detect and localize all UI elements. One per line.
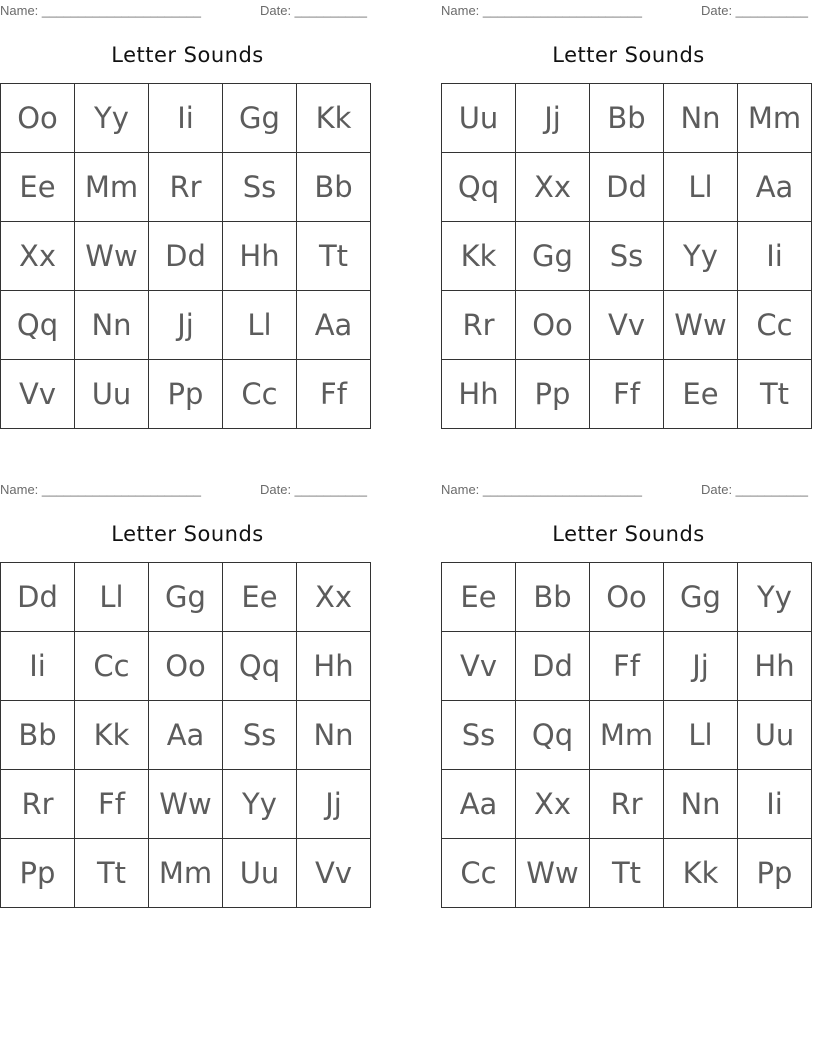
letter-grid	[441, 83, 812, 429]
letter-cell: Ll	[223, 291, 297, 360]
letter-cell: Xx	[516, 153, 590, 222]
letter-cell: Ff	[590, 360, 664, 429]
worksheet-1	[0, 0, 375, 436]
letter-cell: Ss	[223, 701, 297, 770]
grid-row	[1, 770, 371, 839]
letter-cell: Ll	[664, 701, 738, 770]
letter-cell: Oo	[1, 84, 75, 153]
letter-cell: Nn	[297, 701, 371, 770]
letter-cell: Kk	[75, 701, 149, 770]
letter-cell: Uu	[738, 701, 812, 770]
letter-cell: Nn	[664, 770, 738, 839]
grid-row	[442, 360, 812, 429]
letter-cell: Aa	[149, 701, 223, 770]
letter-cell: Aa	[442, 770, 516, 839]
letter-cell: Ll	[75, 563, 149, 632]
letter-cell: Cc	[442, 839, 516, 908]
letter-cell: Tt	[590, 839, 664, 908]
letter-cell: Pp	[149, 360, 223, 429]
letter-cell: Tt	[297, 222, 371, 291]
letter-cell: Ss	[442, 701, 516, 770]
grid-row	[442, 291, 812, 360]
letter-cell: Nn	[664, 84, 738, 153]
letter-cell: Ee	[664, 360, 738, 429]
letter-cell: Ii	[149, 84, 223, 153]
letter-grid	[0, 562, 371, 908]
name-line: Name: ______________________	[0, 3, 201, 18]
letter-cell: Hh	[297, 632, 371, 701]
letter-cell: Gg	[516, 222, 590, 291]
letter-cell: Ff	[590, 632, 664, 701]
grid-row	[442, 84, 812, 153]
letter-cell: Uu	[223, 839, 297, 908]
letter-cell: Qq	[516, 701, 590, 770]
letter-cell: Ee	[1, 153, 75, 222]
grid-row	[1, 632, 371, 701]
letter-cell: Xx	[1, 222, 75, 291]
letter-cell: Kk	[297, 84, 371, 153]
worksheet-title: Letter Sounds	[552, 43, 705, 67]
letter-cell: Ss	[590, 222, 664, 291]
letter-cell: Tt	[75, 839, 149, 908]
letter-cell: Mm	[149, 839, 223, 908]
letter-cell: Ww	[516, 839, 590, 908]
letter-cell: Ii	[738, 770, 812, 839]
letter-cell: Ww	[75, 222, 149, 291]
grid-row	[442, 222, 812, 291]
letter-cell: Yy	[75, 84, 149, 153]
letter-cell: Yy	[223, 770, 297, 839]
letter-cell: Gg	[149, 563, 223, 632]
grid-row	[1, 360, 371, 429]
letter-cell: Xx	[516, 770, 590, 839]
letter-cell: Pp	[516, 360, 590, 429]
letter-cell: Ee	[223, 563, 297, 632]
grid-row	[442, 153, 812, 222]
letter-cell: Dd	[1, 563, 75, 632]
letter-cell: Cc	[75, 632, 149, 701]
letter-cell: Dd	[149, 222, 223, 291]
letter-cell: Rr	[149, 153, 223, 222]
worksheet-3	[0, 479, 375, 915]
letter-cell: Bb	[516, 563, 590, 632]
name-line: Name: ______________________	[0, 482, 201, 497]
letter-cell: Gg	[664, 563, 738, 632]
letter-cell: Ii	[738, 222, 812, 291]
letter-cell: Vv	[297, 839, 371, 908]
grid-row	[1, 291, 371, 360]
worksheet-title: Letter Sounds	[552, 522, 705, 546]
letter-cell: Yy	[738, 563, 812, 632]
letter-cell: Bb	[297, 153, 371, 222]
grid-row	[442, 839, 812, 908]
name-line: Name: ______________________	[441, 482, 642, 497]
letter-cell: Yy	[664, 222, 738, 291]
letter-cell: Ww	[664, 291, 738, 360]
letter-cell: Oo	[590, 563, 664, 632]
letter-cell: Ss	[223, 153, 297, 222]
worksheet-header	[0, 479, 375, 499]
date-line: Date: __________	[701, 482, 808, 497]
letter-cell: Bb	[1, 701, 75, 770]
letter-cell: Cc	[223, 360, 297, 429]
letter-cell: Tt	[738, 360, 812, 429]
letter-cell: Bb	[590, 84, 664, 153]
letter-cell: Ee	[442, 563, 516, 632]
letter-cell: Gg	[223, 84, 297, 153]
grid-row	[1, 563, 371, 632]
grid-row	[1, 222, 371, 291]
letter-cell: Dd	[516, 632, 590, 701]
letter-cell: Ff	[297, 360, 371, 429]
grid-row	[1, 153, 371, 222]
letter-cell: Mm	[590, 701, 664, 770]
letter-cell: Qq	[1, 291, 75, 360]
letter-cell: Jj	[664, 632, 738, 701]
date-line: Date: __________	[260, 3, 367, 18]
letter-cell: Xx	[297, 563, 371, 632]
worksheet-header	[0, 0, 375, 20]
letter-cell: Uu	[75, 360, 149, 429]
worksheet-2	[441, 0, 816, 436]
letter-cell: Ww	[149, 770, 223, 839]
letter-grid	[441, 562, 812, 908]
letter-cell: Aa	[738, 153, 812, 222]
grid-row	[1, 84, 371, 153]
grid-row	[442, 770, 812, 839]
letter-cell: Hh	[442, 360, 516, 429]
letter-grid	[0, 83, 371, 429]
letter-cell: Aa	[297, 291, 371, 360]
letter-cell: Pp	[738, 839, 812, 908]
letter-cell: Ff	[75, 770, 149, 839]
letter-cell: Cc	[738, 291, 812, 360]
worksheet-4	[441, 479, 816, 915]
letter-cell: Mm	[738, 84, 812, 153]
letter-cell: Vv	[590, 291, 664, 360]
letter-cell: Rr	[442, 291, 516, 360]
letter-cell: Dd	[590, 153, 664, 222]
date-line: Date: __________	[260, 482, 367, 497]
letter-cell: Oo	[516, 291, 590, 360]
letter-cell: Rr	[1, 770, 75, 839]
letter-cell: Hh	[223, 222, 297, 291]
grid-row	[1, 839, 371, 908]
letter-cell: Ll	[664, 153, 738, 222]
letter-cell: Vv	[1, 360, 75, 429]
letter-cell: Oo	[149, 632, 223, 701]
worksheet-header	[441, 479, 816, 499]
grid-row	[442, 632, 812, 701]
grid-row	[442, 701, 812, 770]
letter-cell: Pp	[1, 839, 75, 908]
worksheet-title: Letter Sounds	[111, 522, 264, 546]
letter-cell: Hh	[738, 632, 812, 701]
letter-cell: Jj	[149, 291, 223, 360]
date-line: Date: __________	[701, 3, 808, 18]
grid-row	[1, 701, 371, 770]
letter-cell: Uu	[442, 84, 516, 153]
grid-row	[442, 563, 812, 632]
letter-cell: Mm	[75, 153, 149, 222]
letter-cell: Qq	[223, 632, 297, 701]
letter-cell: Jj	[297, 770, 371, 839]
letter-cell: Jj	[516, 84, 590, 153]
letter-cell: Nn	[75, 291, 149, 360]
letter-cell: Kk	[442, 222, 516, 291]
name-line: Name: ______________________	[441, 3, 642, 18]
letter-cell: Kk	[664, 839, 738, 908]
letter-cell: Ii	[1, 632, 75, 701]
worksheet-header	[441, 0, 816, 20]
letter-cell: Rr	[590, 770, 664, 839]
letter-cell: Vv	[442, 632, 516, 701]
worksheet-title: Letter Sounds	[111, 43, 264, 67]
letter-cell: Qq	[442, 153, 516, 222]
